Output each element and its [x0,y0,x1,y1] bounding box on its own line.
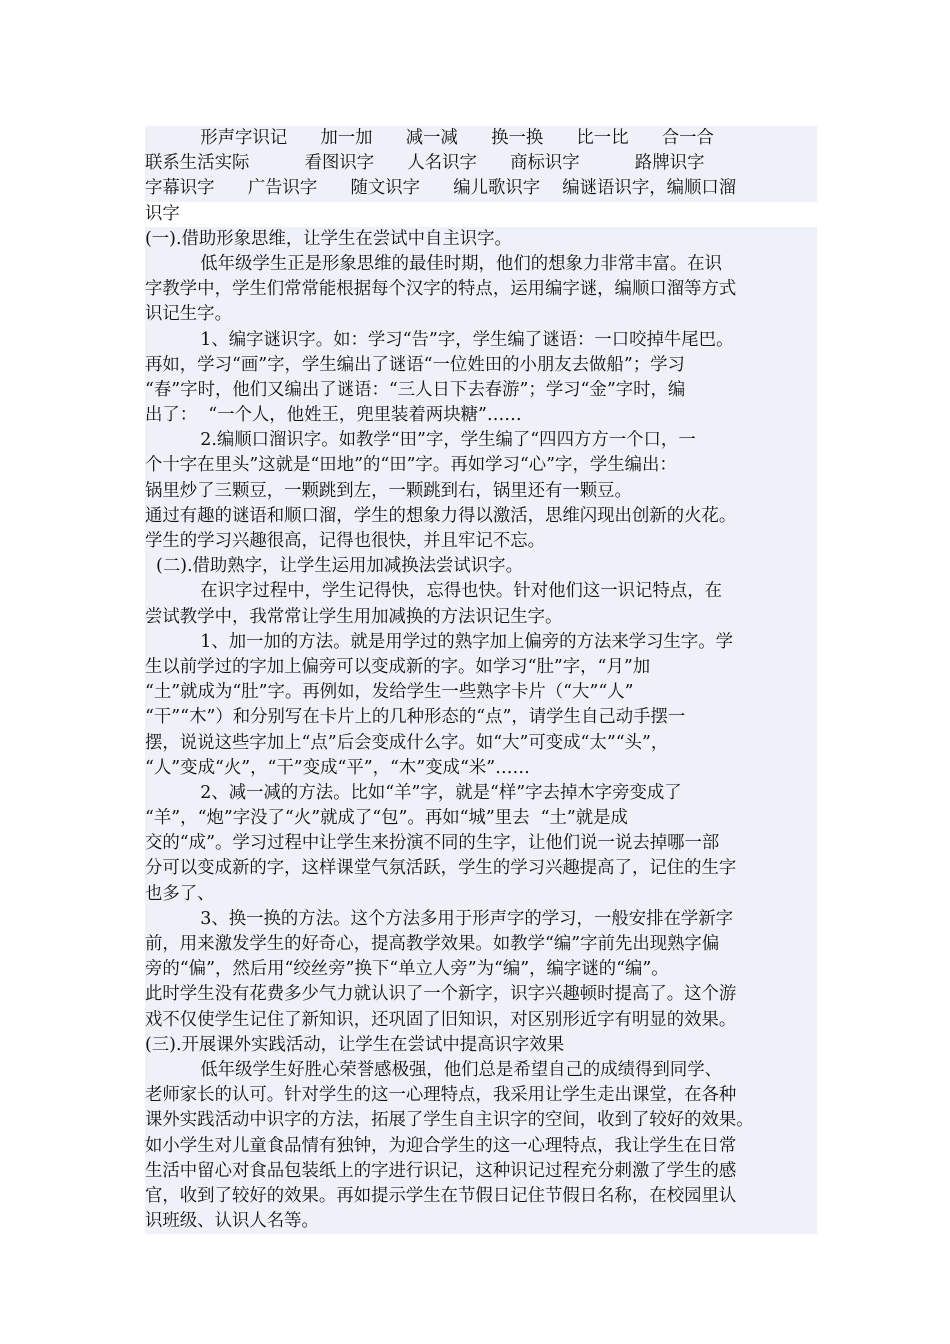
text-line [145,202,817,227]
text-line [145,176,817,201]
text-line-content: 在识字过程中，学生记得快，忘得也快。针对他们这一识记特点，在 [145,581,723,602]
text-line-content: (三).开展课外实践活动，让学生在尝试中提高识字效果 [145,1034,565,1055]
text-line-content: 识记生字。 [145,304,232,325]
text-line [145,907,817,932]
text-line-content: “春”字时，他们又编出了谜语：“三人日下去春游”；学习“金”字时，编 [145,379,686,400]
text-line [145,579,817,604]
text-line-content: 也多了、 [145,883,215,904]
text-line [145,302,817,327]
text-line-content: 戏不仅使学生记住了新知识，还巩固了旧知识，对区别形近字有明显的效果。 [145,1009,737,1030]
text-line-content: 通过有趣的谜语和顺口溜，学生的想象力得以激活，思维闪现出创新的火花。 [145,505,737,526]
text-line [145,1209,817,1234]
text-line [145,806,817,831]
text-line-content: 字幕识字 广告识字 随文识字 编儿歌识字 编谜语识字，编顺口溜 [145,178,737,199]
text-line [145,252,817,277]
text-line [145,554,817,579]
text-line [145,1108,817,1133]
text-line [145,705,817,730]
text-line [145,1159,817,1184]
text-line [145,882,817,907]
text-line-content: 旁的“偏”，然后用“绞丝旁”换下“单立人旁”为“编”，编字谜的“编”。 [145,959,669,980]
text-line [145,529,817,554]
text-line-content: 1、编字谜识字。如：学习“告”字，学生编了谜语：一口咬掉牛尾巴。 [145,329,734,350]
text-line-content: “人”变成“火”，“干”变成“平”，“木”变成“米”…… [145,757,530,778]
text-line [145,1008,817,1033]
text-line-content: 交的“成”。学习过程中让学生来扮演不同的生字，让他们说一说去掉哪一部 [145,833,720,854]
text-line-content: 字教学中，学生们常常能根据每个汉字的特点，运用编字谜，编顺口溜等方式 [145,279,737,300]
text-line [145,655,817,680]
text-line-content: 个十字在里头”这就是“田地”的“田”字。再如学习“心”字，学生编出： [145,455,677,476]
text-line [145,151,817,176]
text-line-content: 识字 [145,203,180,224]
text-line-content: 再如，学习“画”字，学生编出了谜语“一位姓田的小朋友去做船”；学习 [145,354,685,375]
text-line [145,680,817,705]
text-line-content: 2、减一减的方法。比如“羊”字，就是“样”字去掉木字旁变成了 [145,782,682,803]
text-line [145,932,817,957]
text-line-content: (一).借助形象思维，让学生在尝试中自主识字。 [145,228,512,249]
text-line-content: 低年级学生正是形象思维的最佳时期，他们的想象力非常丰富。在识 [145,253,723,274]
text-line-content: 课外实践活动中识字的方法，拓展了学生自主识字的空间，收到了较好的效果。 [145,1110,754,1131]
text-line [145,957,817,982]
text-line-content: 如小学生对儿童食品情有独钟，为迎合学生的这一心理特点，我让学生在日常 [145,1135,737,1156]
text-line-content: 尝试教学中，我常常让学生用加减换的方法识记生字。 [145,606,563,627]
text-line-content: (二).借助熟字，让学生运用加减换法尝试识字。 [145,556,523,577]
text-line-content: 联系生活实际 看图识字 人名识字 商标识字 路牌识字 [145,153,705,174]
text-line [145,428,817,453]
text-line-content: 2.编顺口溜识字。如教学“田”字，学生编了“四四方方一个口，一 [145,430,696,451]
text-line [145,403,817,428]
text-line [145,856,817,881]
text-line [145,277,817,302]
text-line [145,781,817,806]
text-line [145,328,817,353]
text-line-content: 官，收到了较好的效果。再如提示学生在节假日记住节假日名称，在校园里认 [145,1185,737,1206]
text-line [145,831,817,856]
text-line [145,504,817,529]
text-line-content: 识班级、认识人名等。 [145,1211,319,1232]
text-line [145,227,817,252]
text-line-content: 1、加一加的方法。就是用学过的熟字加上偏旁的方法来学习生字。学 [145,631,734,652]
text-line [145,453,817,478]
text-line-content: 前，用来激发学生的好奇心，提高教学效果。如教学“编”字前先出现熟字偏 [145,934,720,954]
text-line [145,605,817,630]
text-line-content: 出了： “一个人，他姓王，兜里装着两块糖”…… [145,405,522,426]
text-line [145,1033,817,1058]
text-line-content: 此时学生没有花费多少气力就认识了一个新字，识字兴趣顿时提高了。这个游 [145,984,737,1005]
text-line-content: 3、换一换的方法。这个方法多用于形声字的学习，一般安排在学新字 [145,908,734,929]
text-line-content: 摆，说说这些字加上“点”后会变成什么字。如“大”可变成“太”“头”， [145,732,669,753]
document-body [145,126,817,1234]
text-line [145,126,817,151]
text-line [145,1083,817,1108]
text-line-content: 低年级学生好胜心荣誉感极强，他们总是希望自己的成绩得到同学、 [145,1059,723,1080]
text-line [145,378,817,403]
text-line [145,1058,817,1083]
text-line-content: 生以前学过的字加上偏旁可以变成新的字。如学习“肚”字，“月”加 [145,656,651,677]
text-line-content: 分可以变成新的字，这样课堂气氛活跃，学生的学习兴趣提高了，记住的生字 [145,858,737,879]
text-line [145,756,817,781]
text-line-content: 形声字识记 加一加 减一减 换一换 比一比 合一合 [145,128,714,148]
text-line [145,630,817,655]
text-line-content: “干”“木”）和分别写在卡片上的几种形态的“点”，请学生自己动手摆一 [145,707,686,728]
text-line-content: 生活中留心对食品包装纸上的字进行识记，这种识记过程充分刺激了学生的感 [145,1160,737,1181]
text-line-content: “土”就成为“肚”字。再例如，发给学生一些熟字卡片（“大”“人” [145,682,634,703]
text-line [145,479,817,504]
text-line [145,1184,817,1209]
text-line [145,1134,817,1159]
text-line-content: “羊”，“炮”字没了“火”就成了“包”。再如“城”里去 “土”就是成 [145,808,628,829]
text-line [145,982,817,1007]
text-line-content: 学生的学习兴趣很高，记得也很快，并且牢记不忘。 [145,531,545,551]
text-line [145,353,817,378]
text-line [145,731,817,756]
text-line-content: 老师家长的认可。针对学生的这一心理特点，我采用让学生走出课堂，在各种 [145,1085,737,1106]
text-line-content: 锅里炒了三颗豆，一颗跳到左，一颗跳到右，锅里还有一颗豆。 [145,480,632,501]
